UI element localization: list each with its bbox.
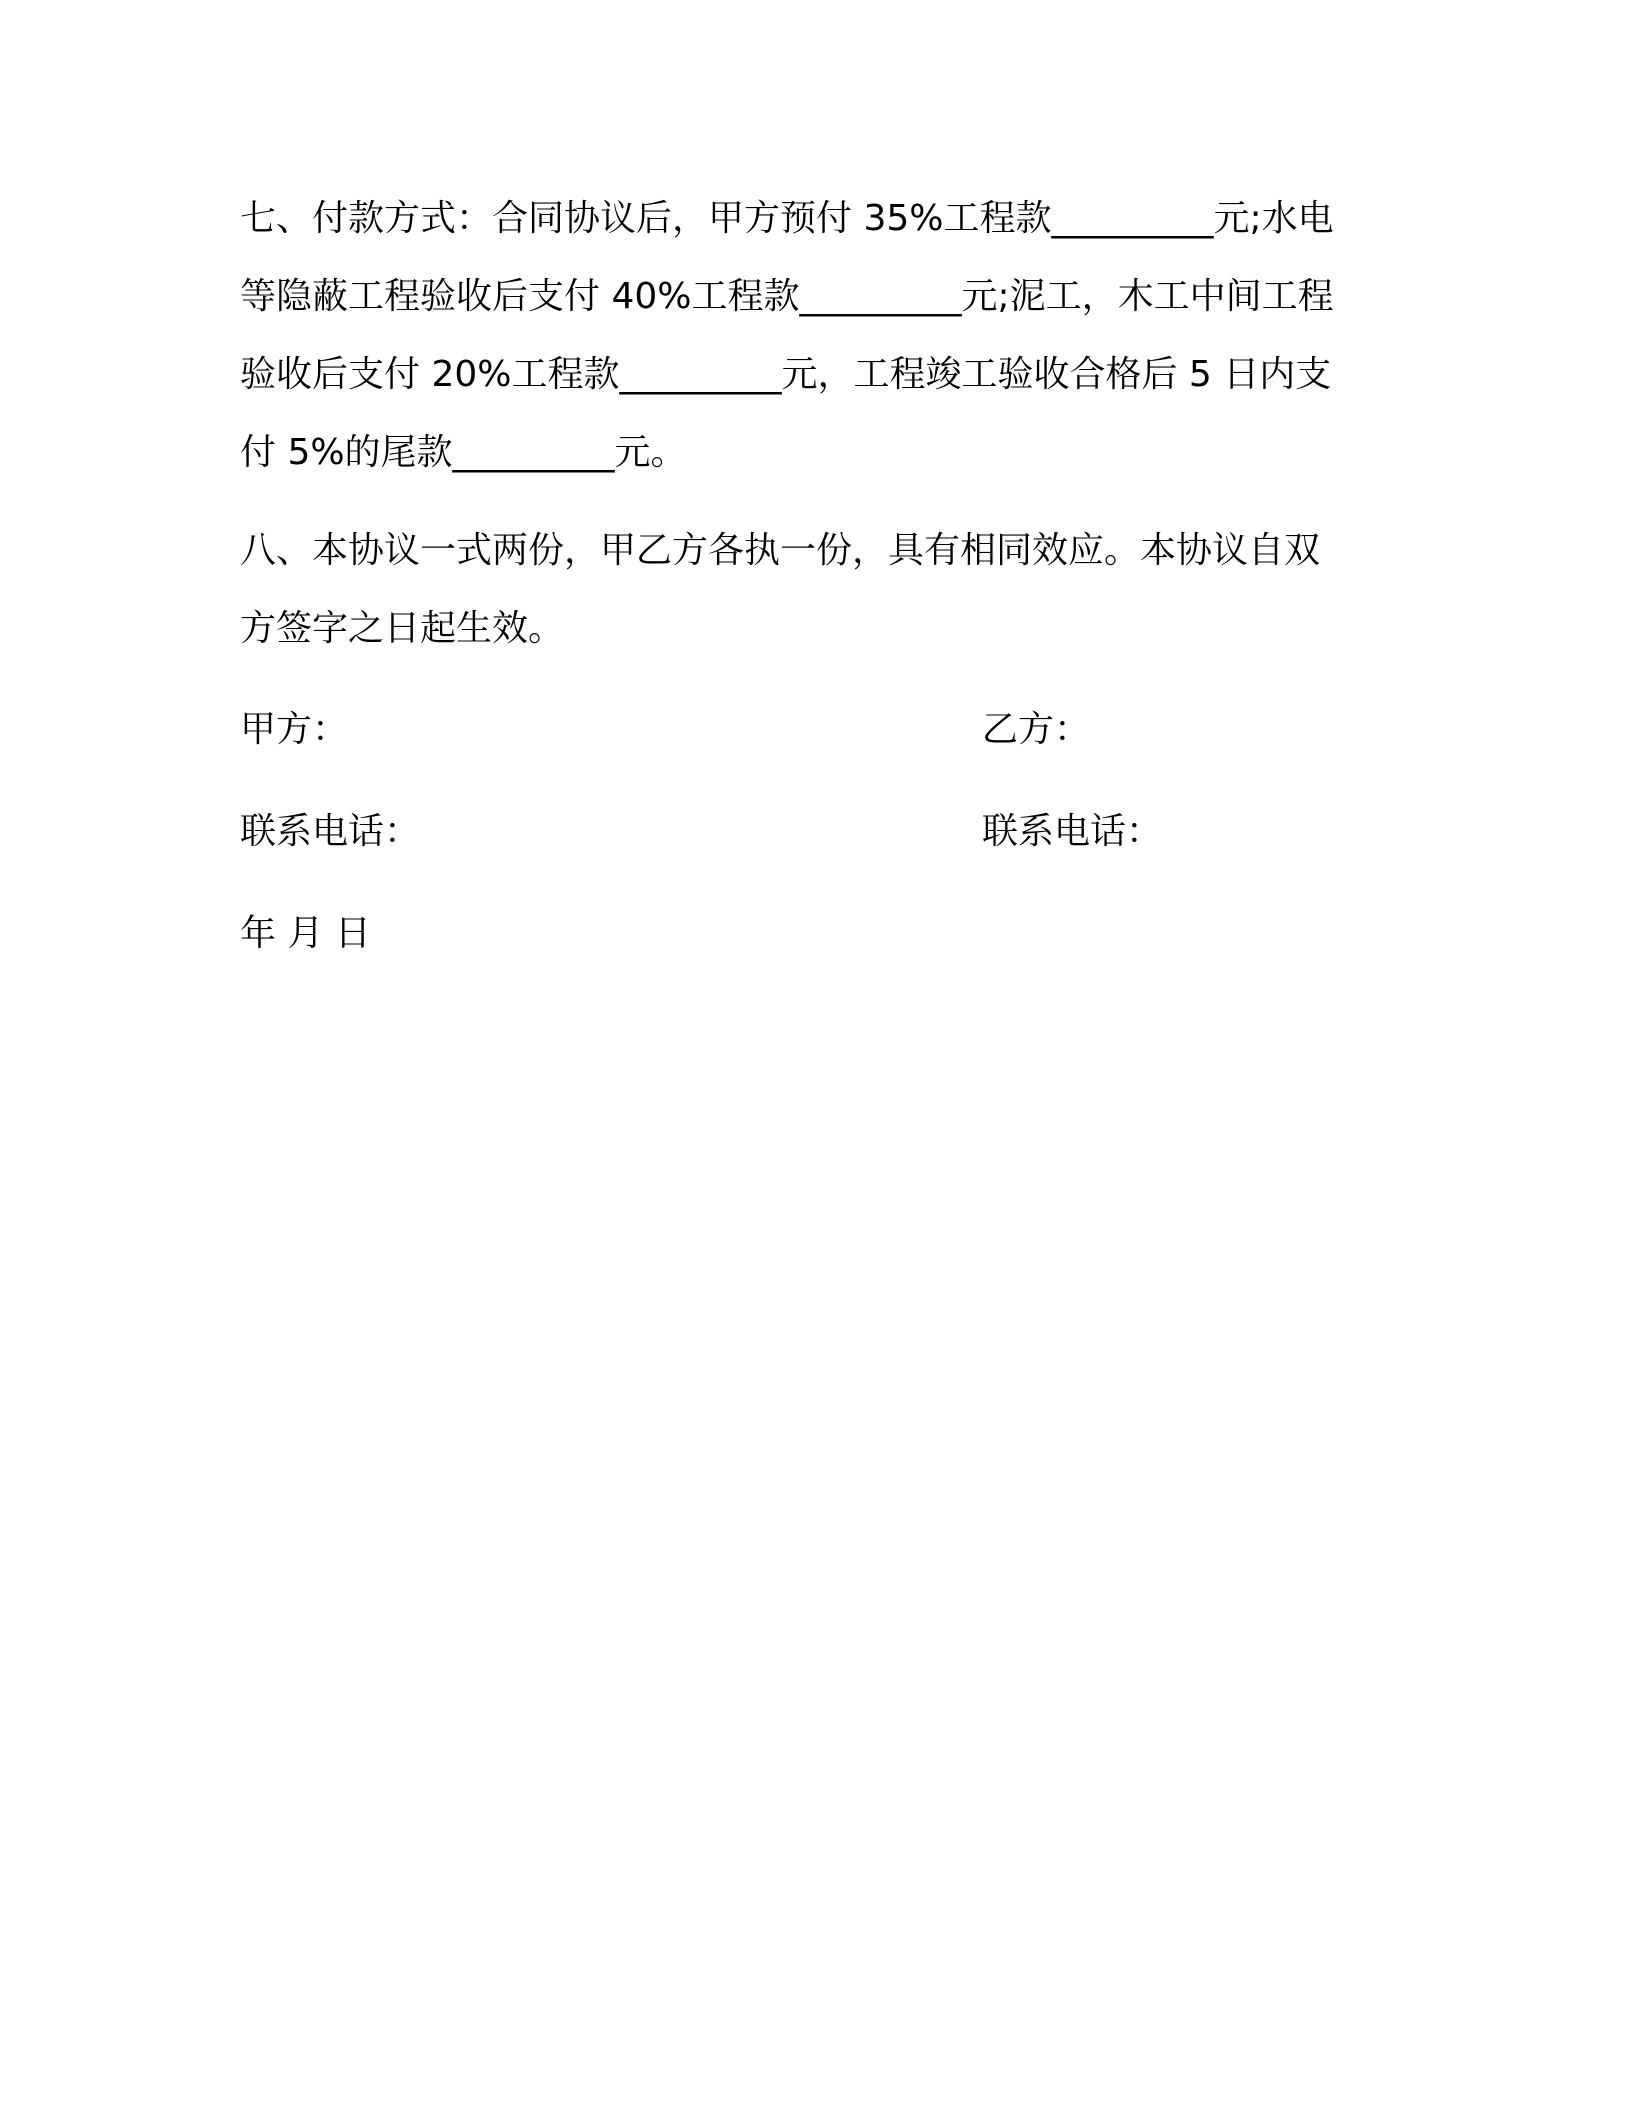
clause-8-line-1: 八、本协议一式两份，甲乙方各执一份，具有相同效应。本协议自双 [240, 530, 1321, 571]
date-label: 年 月 日 [240, 913, 371, 954]
clause-7-line-2: 等隐蔽工程验收后支付 40%工程款_________元;泥工，木工中间工程 [240, 276, 1334, 317]
clause-7-payment-terms [240, 180, 1390, 492]
clause-8-line-2: 方签字之日起生效。 [240, 608, 565, 649]
party-b-label: 乙方： [982, 709, 1091, 750]
clause-7-line-4: 付 5%的尾款_________元。 [240, 432, 687, 473]
party-a-phone-label: 联系电话： [240, 811, 421, 852]
clause-7-line-3: 验收后支付 20%工程款_________元，工程竣工验收合格后 5 日内支 [240, 354, 1332, 395]
clause-8-agreement-copies [240, 512, 1390, 668]
party-b-phone-label: 联系电话： [982, 811, 1163, 852]
clause-7-line-1: 七、付款方式：合同协议后，甲方预付 35%工程款_________元;水电 [240, 198, 1334, 239]
party-a-label: 甲方： [240, 709, 349, 750]
